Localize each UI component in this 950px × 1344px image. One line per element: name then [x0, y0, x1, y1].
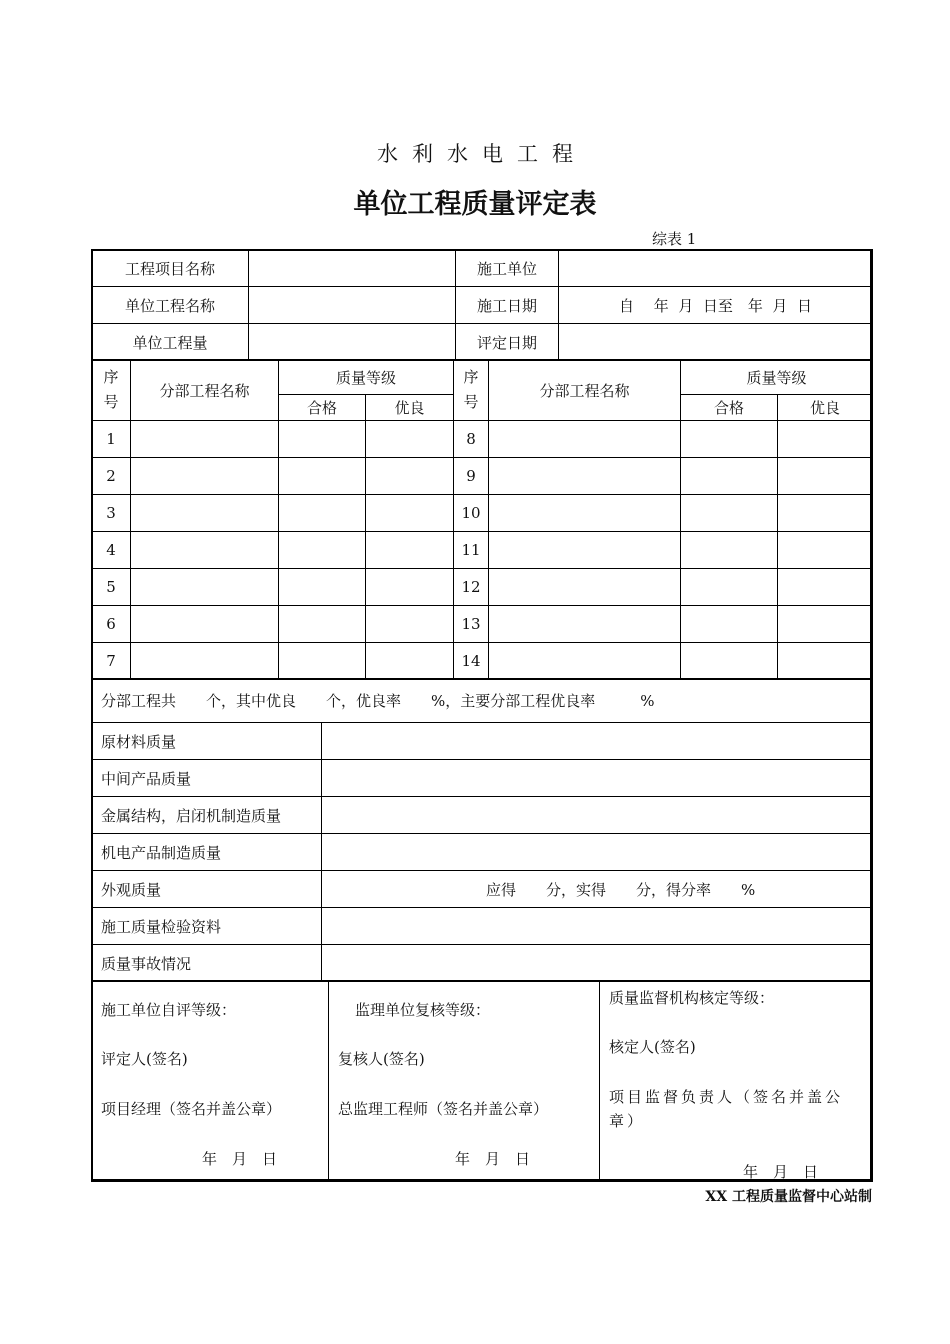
item-label: 金属结构，启闭机制造质量: [92, 797, 322, 834]
pass-cell[interactable]: [681, 606, 778, 643]
pass-cell[interactable]: [681, 643, 778, 680]
excellent-cell[interactable]: [366, 458, 454, 495]
pass-cell[interactable]: [279, 643, 366, 680]
subproject-name-cell[interactable]: [489, 495, 681, 532]
project-info-table: [91, 249, 873, 361]
excellent-cell[interactable]: [778, 421, 873, 458]
pass-cell[interactable]: [279, 569, 366, 606]
excellent-cell[interactable]: [778, 532, 873, 569]
subproject-name-cell[interactable]: [489, 532, 681, 569]
excellent-header-left: 优良: [366, 395, 454, 421]
pass-cell[interactable]: [681, 421, 778, 458]
agency-date: 年 月 日: [743, 1163, 819, 1181]
excellent-cell[interactable]: [778, 458, 873, 495]
project-name-label: 工程项目名称: [92, 250, 249, 287]
table-row: [92, 458, 873, 495]
item-label: 外观质量: [92, 871, 322, 908]
item-value[interactable]: [322, 723, 873, 760]
subproject-name-cell[interactable]: [489, 643, 681, 680]
supervisor-chief-engineer: 总监理工程师（签名并盖公章）: [338, 1100, 549, 1118]
supervisor-date: 年 月 日: [455, 1150, 531, 1168]
table-row: [92, 532, 873, 569]
quality-grade-header-right: 质量等级: [681, 360, 873, 395]
quality-grade-header-left: 质量等级: [279, 360, 454, 395]
appearance-score-field[interactable]: 应得 分，实得 分，得分率 %: [322, 871, 873, 908]
item-label: 质量事故情况: [92, 945, 322, 982]
subproject-name-cell[interactable]: [489, 421, 681, 458]
contractor-field[interactable]: [559, 250, 873, 287]
pass-cell[interactable]: [279, 458, 366, 495]
subproject-name-cell[interactable]: [131, 606, 279, 643]
row-number: 5: [92, 569, 131, 606]
table-row: [92, 643, 873, 680]
unit-quantity-field[interactable]: [249, 324, 456, 361]
subproject-name-cell[interactable]: [131, 421, 279, 458]
table-row: [92, 421, 873, 458]
excellent-cell[interactable]: [366, 643, 454, 680]
unit-name-field[interactable]: [249, 287, 456, 324]
contractor-signature-block[interactable]: [92, 981, 329, 1182]
contractor-label: 施工单位: [456, 250, 559, 287]
pass-header-right: 合格: [681, 395, 778, 421]
document-subtitle: 水利水电工程: [377, 142, 587, 166]
project-name-field[interactable]: [249, 250, 456, 287]
row-number: 9: [454, 458, 489, 495]
table-row: [92, 569, 873, 606]
row-number: 14: [454, 643, 489, 680]
excellent-cell[interactable]: [778, 569, 873, 606]
row-number: 4: [92, 532, 131, 569]
subproject-name-cell[interactable]: [131, 495, 279, 532]
subproject-grid: [91, 359, 873, 680]
supervisor-grade-heading: 监理单位复核等级：: [355, 1001, 491, 1019]
pass-cell[interactable]: [279, 421, 366, 458]
excellent-cell[interactable]: [366, 495, 454, 532]
seq-header-left: 序 号: [92, 360, 131, 421]
pass-cell[interactable]: [681, 569, 778, 606]
pass-cell[interactable]: [279, 532, 366, 569]
subproject-name-cell[interactable]: [131, 532, 279, 569]
excellent-cell[interactable]: [366, 569, 454, 606]
item-label: 施工质量检验资料: [92, 908, 322, 945]
construction-date-label: 施工日期: [456, 287, 559, 324]
agency-project-supervisor: 项目监督负责人（签名并盖公章）: [609, 1088, 844, 1130]
subproject-name-header-right: 分部工程名称: [489, 360, 681, 421]
excellent-cell[interactable]: [778, 495, 873, 532]
item-value[interactable]: [322, 945, 873, 982]
item-value[interactable]: [322, 760, 873, 797]
row-number: 3: [92, 495, 131, 532]
subproject-name-cell[interactable]: [489, 606, 681, 643]
row-number: 12: [454, 569, 489, 606]
row-number: 7: [92, 643, 131, 680]
issuer-footer: XX 工程质量监督中心站制: [705, 1189, 872, 1205]
row-number: 13: [454, 606, 489, 643]
item-value[interactable]: [322, 797, 873, 834]
contractor-signer: 评定人(签名): [101, 1050, 188, 1068]
excellent-cell[interactable]: [778, 643, 873, 680]
row-number: 6: [92, 606, 131, 643]
pass-cell[interactable]: [681, 532, 778, 569]
eval-date-label: 评定日期: [456, 324, 559, 361]
form-number: 综表 1: [652, 230, 697, 248]
pass-cell[interactable]: [279, 606, 366, 643]
contractor-date: 年 月 日: [202, 1150, 278, 1168]
assessment-table: [91, 678, 873, 982]
row-number: 8: [454, 421, 489, 458]
supervisor-signer: 复核人(签名): [338, 1050, 425, 1068]
subproject-name-header-left: 分部工程名称: [131, 360, 279, 421]
item-label: 机电产品制造质量: [92, 834, 322, 871]
table-row: [92, 606, 873, 643]
item-value[interactable]: [322, 834, 873, 871]
contractor-manager: 项目经理（签名并盖公章）: [101, 1100, 282, 1118]
unit-quantity-label: 单位工程量: [92, 324, 249, 361]
contractor-grade-heading: 施工单位自评等级：: [101, 1001, 237, 1019]
subproject-name-cell[interactable]: [489, 458, 681, 495]
document-title: 单位工程质量评定表: [353, 189, 597, 220]
row-number: 11: [454, 532, 489, 569]
agency-signer: 核定人(签名): [609, 1038, 696, 1056]
row-number: 1: [92, 421, 131, 458]
subproject-name-cell[interactable]: [489, 569, 681, 606]
eval-date-field[interactable]: [559, 324, 873, 361]
excellent-cell[interactable]: [366, 606, 454, 643]
pass-cell[interactable]: [681, 495, 778, 532]
item-label: 中间产品质量: [92, 760, 322, 797]
signature-table: [91, 980, 873, 1182]
excellent-header-right: 优良: [778, 395, 873, 421]
item-value[interactable]: [322, 908, 873, 945]
excellent-cell[interactable]: [366, 421, 454, 458]
row-number: 10: [454, 495, 489, 532]
seq-header-right: 序 号: [454, 360, 489, 421]
row-number: 2: [92, 458, 131, 495]
excellent-cell[interactable]: [778, 606, 873, 643]
agency-grade-heading: 质量监督机构核定等级：: [609, 989, 775, 1007]
item-label: 原材料质量: [92, 723, 322, 760]
pass-cell[interactable]: [279, 495, 366, 532]
pass-header-left: 合格: [279, 395, 366, 421]
subproject-name-cell[interactable]: [131, 458, 279, 495]
subproject-name-cell[interactable]: [131, 643, 279, 680]
summary-line: 分部工程共 个，其中优良 个，优良率 %，主要分部工程优良率 %: [92, 679, 873, 723]
construction-date-field[interactable]: 自 年 月 日至 年 月 日: [559, 287, 873, 324]
subproject-name-cell[interactable]: [131, 569, 279, 606]
agency-signature-block[interactable]: [600, 981, 873, 1182]
supervisor-signature-block[interactable]: [329, 981, 600, 1182]
pass-cell[interactable]: [681, 458, 778, 495]
table-row: [92, 495, 873, 532]
unit-name-label: 单位工程名称: [92, 287, 249, 324]
excellent-cell[interactable]: [366, 532, 454, 569]
